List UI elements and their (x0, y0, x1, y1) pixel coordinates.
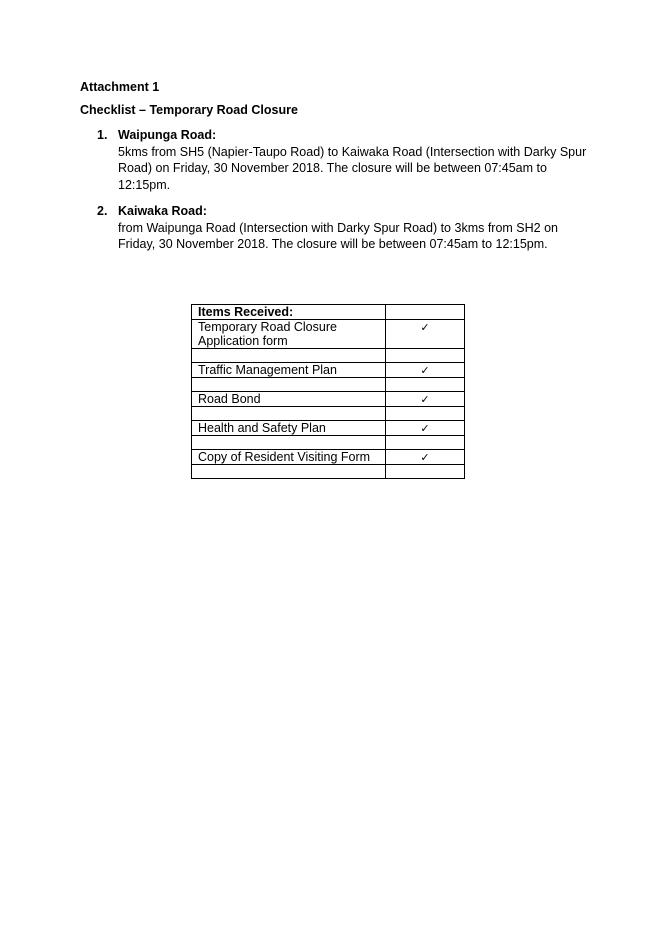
list-item-number: 1. (97, 128, 108, 142)
table-spacer-row (192, 378, 465, 392)
list-item-description (118, 220, 597, 253)
items-received-table (191, 304, 465, 479)
table-cell-check (386, 320, 465, 349)
description-line: Friday, 30 November 2018. The closure will be between 07:45am to 12:15pm. (118, 237, 548, 251)
table-cell-item: Health and Safety Plan (192, 421, 386, 436)
table-cell-check (386, 392, 465, 407)
check-mark-icon: ✓ (420, 364, 430, 377)
table-row (192, 450, 465, 465)
item-label-line: Temporary Road Closure (198, 320, 337, 334)
table-cell-item: Road Bond (192, 392, 386, 407)
list-item-description (118, 144, 597, 194)
description-line: 12:15pm. (118, 177, 171, 192)
table-row (192, 363, 465, 378)
list-item-title: Waipunga Road: (118, 128, 217, 142)
description-line: Road) on Friday, 30 November 2018. The closure will be between 07:45am to (118, 161, 547, 175)
description-line: from Waipunga Road (Intersection with Darky Spur Road) to 3kms from SH2 on (118, 220, 558, 235)
table-header-check-cell (386, 305, 465, 320)
table-cell-item (192, 320, 386, 349)
table-cell-item: Traffic Management Plan (192, 363, 386, 378)
table-cell-check (386, 363, 465, 378)
description-line: 5kms from SH5 (Napier-Taupo Road) to Kaiwaka Road (Intersection with Darky Spur (118, 144, 587, 159)
check-mark-icon: ✓ (420, 393, 430, 406)
check-mark-icon: ✓ (420, 422, 430, 435)
list-item-title: Kaiwaka Road: (118, 204, 207, 218)
item-label-line: Application form (198, 334, 288, 348)
table-spacer-row (192, 407, 465, 421)
list-item-number: 2. (97, 204, 108, 218)
table-row (192, 320, 465, 349)
table-spacer-row (192, 349, 465, 363)
table-cell-item: Copy of Resident Visiting Form (192, 450, 386, 465)
table-header-cell: Items Received: (192, 305, 386, 320)
attachment-title: Attachment 1 (80, 80, 160, 94)
list-item (97, 127, 597, 193)
table-row (192, 392, 465, 407)
table-row (192, 421, 465, 436)
check-mark-icon: ✓ (420, 451, 430, 464)
list-item (97, 203, 597, 253)
checklist-title: Checklist – Temporary Road Closure (80, 103, 298, 117)
table-cell-check (386, 450, 465, 465)
table-spacer-row (192, 436, 465, 450)
table-header-row (192, 305, 465, 320)
table-spacer-row (192, 465, 465, 479)
table-cell-check (386, 421, 465, 436)
check-mark-icon: ✓ (420, 321, 430, 334)
